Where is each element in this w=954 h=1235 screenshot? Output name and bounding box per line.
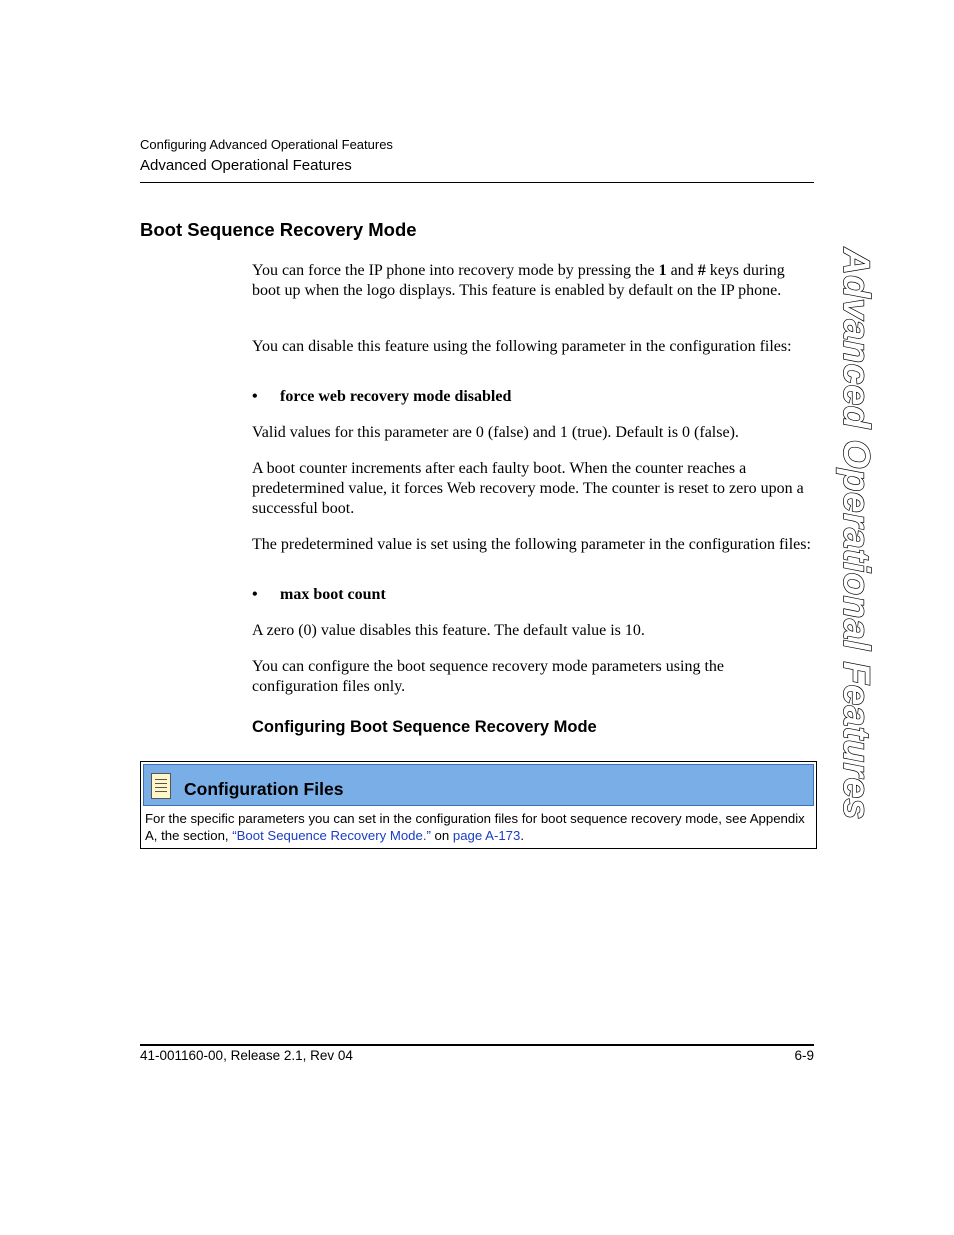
configuration-files-note [140,761,817,849]
paragraph-7: You can configure the boot sequence recovery mode parameters using the configuration files only. [252,658,724,695]
running-header-section: Advanced Operational Features [140,157,352,174]
parameter-name: force web recovery mode disabled [280,388,512,405]
paragraph-3: Valid values for this parameter are 0 (false) and 1 (true). Default is 0 (false). [252,424,739,441]
paragraph-6: A zero (0) value disables this feature. The default value is 10. [252,622,645,639]
paragraph-1: You can force the IP phone into recovery mode by pressing the 1 and # keys during boot up when the logo displays. This feature is enabled by default on the IP phone. [252,262,785,299]
paragraph-5: The predetermined value is set using the following parameter in the configuration files: [252,536,811,553]
footer-rule [140,1044,814,1046]
note-body: For the specific parameters you can set in the configuration files for boot sequence recovery mode, see Appendix A, the section, “Boot Sequence Recovery Mode.” on page A-173. [145,811,805,843]
footer-doc-number: 41-001160-00, Release 2.1, Rev 04 [140,1048,353,1063]
bullet-marker: • [252,388,258,405]
bullet-item-force-web-recovery [252,387,511,407]
section-title: Boot Sequence Recovery Mode [140,219,417,240]
page-link[interactable]: page A-173 [452,828,521,843]
paragraph-2: You can disable this feature using the following parameter in the configuration files: [252,338,792,355]
document-icon [151,773,171,799]
parameter-name: max boot count [280,586,386,603]
bullet-item-max-boot-count [252,585,386,605]
subsection-heading: Configuring Boot Sequence Recovery Mode [252,718,597,736]
footer-page-number: 6-9 [794,1048,814,1063]
section-link[interactable]: “Boot Sequence Recovery Mode.” [232,828,431,843]
paragraph-4: A boot counter increments after each faulty boot. When the counter reaches a predetermined value, it forces Web recovery mode. The counter is reset to zero upon a successful boot. [252,460,804,517]
header-rule [140,182,814,183]
note-title-bar [143,764,814,806]
bullet-marker: • [252,586,258,603]
running-header-chapter: Configuring Advanced Operational Features [140,137,393,152]
note-title: Configuration Files [184,779,344,799]
side-tab-label: Advanced Operational Features [836,248,877,820]
